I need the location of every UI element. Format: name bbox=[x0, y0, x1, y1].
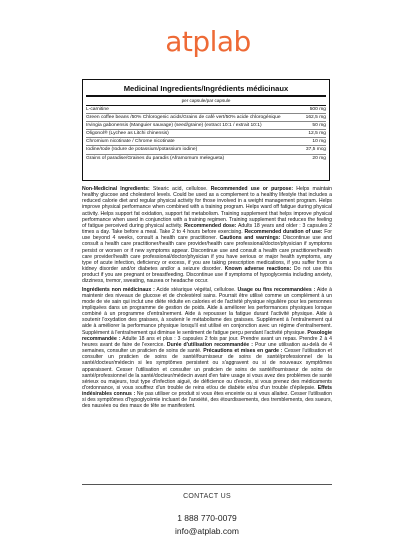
contact-title: CONTACT US bbox=[183, 493, 231, 500]
duration-heading-fr: Durée d'utilisation recommandée : bbox=[166, 341, 253, 348]
nonmed-heading: Non-Medicinal Ingredients: bbox=[82, 186, 150, 192]
dose-heading-fr: Posologie recommandée : bbox=[82, 329, 332, 342]
french-paragraph bbox=[82, 287, 332, 410]
contact-section bbox=[82, 484, 332, 560]
brand-logo: atplab bbox=[165, 25, 251, 58]
dose-text-fr: Adulte 18 ans et plus : 3 capsules 2 fois par jour. Prendre avant un repas. Prendre 2 à 4 heures avant de faire de l'exercice. bbox=[82, 335, 332, 348]
nonmed-heading-fr: Ingrédients non médicinaux : bbox=[82, 286, 155, 293]
nonmed-text: Stearic acid, cellulose. bbox=[149, 186, 211, 192]
adverse-text: Do not use this product if you are pregnant or breastfeeding. Discontinue use if symptoms of hypoglycemia including anxiety, dizziness, tremor, sweating, nausea or headache occur. bbox=[82, 266, 333, 285]
ingredient-name: Green coffee beans /50% Chlorogenic acids/Grains de café vert/50% acide chlorogénique bbox=[86, 115, 281, 121]
ingredient-rows bbox=[86, 105, 326, 162]
dose-heading: Recommended dose: bbox=[184, 222, 237, 229]
ingredient-name: Grains of paradise/Graines du paradis (Aframomum melegueta) bbox=[86, 155, 225, 161]
duration-heading: Recommended duration of use: bbox=[244, 229, 323, 236]
ingredient-name: Chromium nicotinate / Chrome nicotinate bbox=[86, 139, 175, 145]
medicinal-ingredients-table bbox=[82, 79, 330, 181]
ingredient-row bbox=[86, 155, 326, 162]
use-heading: Recommended use or purpose: bbox=[210, 186, 294, 192]
ingredient-amount: 12,5 mg bbox=[308, 131, 326, 137]
duration-text: For use beyond 4 weeks, consult a health care practitioner. bbox=[82, 229, 332, 242]
use-heading-fr: Usage ou fins recommandées : bbox=[237, 286, 316, 293]
contact-phone[interactable]: 1 888 770-0079 bbox=[177, 513, 237, 523]
ingredient-row bbox=[86, 106, 326, 114]
nonmed-text-fr: Acide stéarique végétal, cellulose. bbox=[154, 286, 238, 293]
ingredient-amount: 162,5 mg bbox=[305, 115, 326, 121]
ingredient-amount: 10 mg bbox=[312, 139, 326, 145]
warnings-text-fr: Cesser l'utilisation et consulter un praticien de soins de santé/fournisseur de soins de santé/professionnel de la santé/docteur/médecin si les symptômes persistent ou s'aggravent ou si de nouveaux symptômes apparaissent. Cesser l'utilisation et consulter un praticien de soins de santé/fournisseur de soins de santé/professionnel de la santé/docteur/médecin avant d'en faire usage si vous avez des problèmes de santé sérieux ou majeurs, tout type d'infection aiguë, de déficience ou d'excès, si vous prenez des médicaments d'ordonnance, si vous souffrez d'un trouble de reins et/ou de diabète et/ou d'un trouble d'épilepsie. bbox=[82, 348, 332, 391]
use-text-fr: Aide à maintenir des niveaux de glucose et de cholestérol sains. Pourrait être utilisé comme un complément à un mode de vie sain qui inclut une diète réduite en calories et de l'activité physique régulière pour les personnes impliquées dans un programme de gestion de poids. Aide à améliorer les performances physiques lorsque combiné à un programme d'entraînement. Aide à repousser la fatigue durant l'activité physique. Aide à soutenir l'oxydation des graisses, à soutenir le métabolisme des graisses. Supplément à l'entraînement qui aide à améliorer la performance physique lorsqu'il est utilisé en conjonction avec un régime d'entraînement. Supplément à l'entraînement qui diminue le sentiment de fatigue perçu pendant l'activité physique. bbox=[82, 286, 332, 336]
dose-text: Adults 18 years and older : 3 capsules 2 times a day. Take before a meal. Take 2 to 4 hours before exercising. bbox=[82, 222, 332, 236]
ingredient-name: Oligonol® (Lychee as Litchi chinensis) bbox=[86, 131, 169, 137]
ingredient-amount: 500 mg bbox=[309, 107, 326, 112]
adverse-heading: Known adverse reactions: bbox=[224, 266, 292, 273]
ingredient-row bbox=[86, 122, 326, 130]
ingredient-name: Irvingia gabonensis (Manguier sauvage) (seed/graine) (extract 10:1 / extrait 10:1) bbox=[86, 123, 262, 129]
warnings-heading-fr: Précautions et mises en garde : bbox=[203, 348, 283, 355]
ingredient-name: L-carnitine bbox=[86, 107, 109, 112]
use-text: Helps maintain healthy glucose and cholesterol levels. Could be used as a complement to a healthy lifestyle that includes a reduced calorie diet and regular physical activity for those involved in a weight management program. Helps improve physical performance when combined with a training program. Helps ward off fatigue during physical activity. Helps support fat oxidation, support fat metabolism. Training supplement that helps improve physical performance when used in conjunction with a training regimen. Training supplement that reduces the feeling of fatigue perceived during physical activity. bbox=[82, 186, 332, 229]
ingredient-name: Iodine/Iode (Iodure de potassium/potassium iodine) bbox=[86, 147, 198, 153]
adverse-text-fr: Ne pas utiliser ce produit si vous êtes enceinte ou si vous allaitez. Cesser l'utilisation si des symptômes d'hypoglycémie incluant de l'anxiété, des étourdissements, des tremblements, des sueurs, des nausées ou des maux de tête se manifestent. bbox=[82, 391, 332, 410]
ingredient-amount: 37,5 mcg bbox=[305, 147, 326, 153]
ingredient-row bbox=[86, 138, 326, 146]
ingredient-row bbox=[86, 130, 326, 138]
table-title: Medicinal Ingredients/Ingrédients médicinaux bbox=[123, 84, 289, 93]
adverse-heading-fr: Effets indésirables connus : bbox=[82, 385, 332, 398]
contact-email[interactable]: info@atplab.com bbox=[175, 526, 239, 536]
warnings-text: Discontinue use and consult a health care practitioner/health care provider/health care professional/doctor/physician if symptoms persist or worsen or if new symptoms appear. Discontinue use and consult a health care practitioner/health care provider/health care professional/doctor/physician if you have serious or major health symptoms, any type of acute infection, deficiency or excess, if you are taking prescription medications, if you suffer from a kidney disorder and/or diabetes and/or a seizure disorder. bbox=[82, 235, 333, 273]
ingredient-row bbox=[86, 146, 326, 154]
table-subtitle: per capsule/par capsule bbox=[86, 95, 326, 104]
ingredient-amount: 50 mg bbox=[312, 123, 326, 129]
english-paragraph bbox=[82, 186, 332, 285]
ingredient-row bbox=[86, 114, 326, 122]
ingredient-amount: 20 mg bbox=[312, 155, 326, 161]
warnings-heading: Cautions and warnings: bbox=[219, 235, 281, 242]
label-body-text bbox=[82, 186, 332, 412]
duration-text-fr: Pour une utilisation au-delà de 4 semaines, consulter un praticien de soins de santé. bbox=[82, 341, 332, 355]
